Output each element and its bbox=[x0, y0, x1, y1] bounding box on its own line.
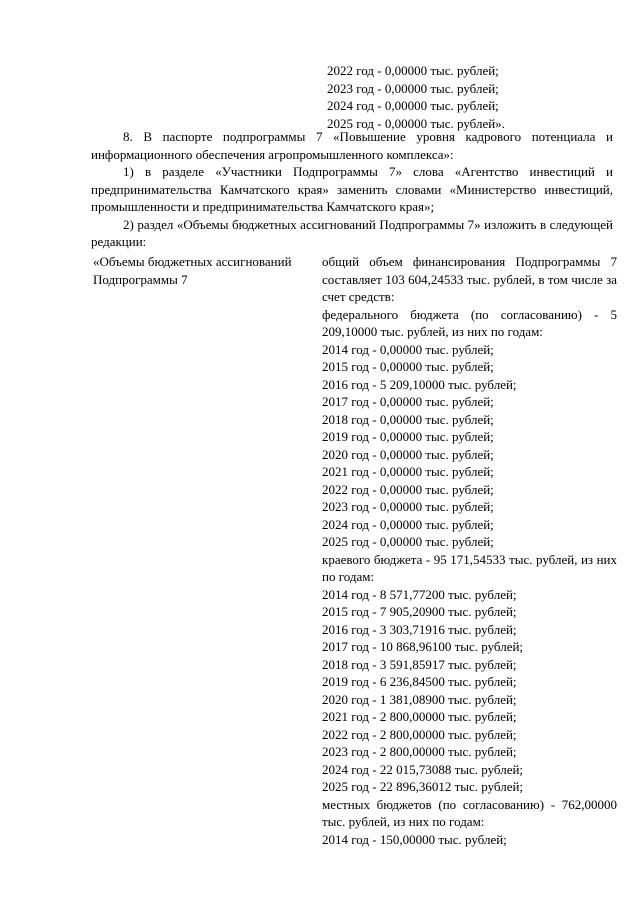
year-line: 2014 год - 150,00000 тыс. рублей; bbox=[322, 831, 507, 847]
year-line: 2024 год - 0,00000 тыс. рублей; bbox=[327, 98, 499, 113]
year-line: 2024 год - 22 015,73088 тыс. рублей; bbox=[322, 761, 524, 777]
year-line: 2025 год - 0,00000 тыс. рублей; bbox=[322, 534, 494, 549]
year-line: 2018 год - 3 591,85917 тыс. рублей; bbox=[322, 656, 517, 672]
paragraph-8: 8. В паспорте подпрограммы 7 «Повышение уровня кадрового потенциала и информационного обеспечения агропромышленного комплекса»: bbox=[91, 129, 613, 162]
year-line: 2022 год - 0,00000 тыс. рублей; bbox=[322, 481, 494, 497]
table-right-content bbox=[322, 253, 617, 848]
top-year-list bbox=[327, 62, 617, 132]
paragraph-item-1: 1) в разделе «Участники Подпрограммы 7» слова «Агентство инвестиций и предпринимательства Камчатского края» заменить словами «Министерство инвестиций, промышленности и предпринимательства Камчатского края»; bbox=[91, 164, 613, 214]
regional-budget-header: краевого бюджета - 95 171,54533 тыс. рублей, из них по годам: bbox=[322, 551, 617, 584]
year-line: 2021 год - 0,00000 тыс. рублей; bbox=[322, 464, 494, 479]
year-line: 2025 год - 0,00000 тыс. рублей». bbox=[327, 115, 505, 131]
year-line: 2022 год - 0,00000 тыс. рублей; bbox=[327, 63, 499, 78]
year-line: 2015 год - 7 905,20900 тыс. рублей; bbox=[322, 604, 517, 619]
regional-years bbox=[322, 586, 617, 796]
year-line: 2023 год - 2 800,00000 тыс. рублей; bbox=[322, 744, 517, 759]
year-line: 2025 год - 22 896,36012 тыс. рублей; bbox=[322, 779, 524, 794]
year-line: 2014 год - 0,00000 тыс. рублей; bbox=[322, 341, 494, 357]
year-line: 2017 год - 0,00000 тыс. рублей; bbox=[322, 394, 494, 409]
paragraph-item-2: 2) раздел «Объемы бюджетных ассигнований Подпрограммы 7» изложить в следующей редакции: bbox=[91, 216, 613, 249]
local-budget-header: местных бюджетов (по согласованию) - 762,00000 тыс. рублей, из них по годам: bbox=[322, 796, 617, 829]
year-line: 2021 год - 2 800,00000 тыс. рублей; bbox=[322, 709, 517, 724]
year-line: 2015 год - 0,00000 тыс. рублей; bbox=[322, 359, 494, 374]
year-line: 2019 год - 6 236,84500 тыс. рублей; bbox=[322, 674, 517, 689]
federal-years bbox=[322, 341, 617, 551]
year-line: 2024 год - 0,00000 тыс. рублей; bbox=[322, 516, 494, 532]
year-line: 2020 год - 0,00000 тыс. рублей; bbox=[322, 446, 494, 462]
year-line: 2019 год - 0,00000 тыс. рублей; bbox=[322, 429, 494, 444]
year-line: 2022 год - 2 800,00000 тыс. рублей; bbox=[322, 726, 517, 742]
year-line: 2018 год - 0,00000 тыс. рублей; bbox=[322, 411, 494, 427]
financing-intro: общий объем финансирования Подпрограммы 7 составляет 103 604,24533 тыс. рублей, в том числе за счет средств: bbox=[322, 254, 617, 304]
year-line: 2020 год - 1 381,08900 тыс. рублей; bbox=[322, 691, 517, 707]
year-line: 2017 год - 10 868,96100 тыс. рублей; bbox=[322, 639, 524, 654]
year-line: 2014 год - 8 571,77200 тыс. рублей; bbox=[322, 586, 517, 602]
table-left-label: «Объемы бюджетных ассигнований Подпрограммы 7 bbox=[93, 254, 292, 287]
year-line: 2023 год - 0,00000 тыс. рублей; bbox=[327, 80, 499, 96]
year-line: 2016 год - 5 209,10000 тыс. рублей; bbox=[322, 376, 517, 392]
year-line: 2023 год - 0,00000 тыс. рублей; bbox=[322, 499, 494, 514]
year-line: 2016 год - 3 303,71916 тыс. рублей; bbox=[322, 621, 517, 637]
local-years bbox=[322, 831, 617, 849]
amendment-paragraphs bbox=[91, 128, 613, 251]
federal-budget-header: федерального бюджета (по согласованию) - 5 209,10000 тыс. рублей, из них по годам: bbox=[322, 306, 617, 339]
